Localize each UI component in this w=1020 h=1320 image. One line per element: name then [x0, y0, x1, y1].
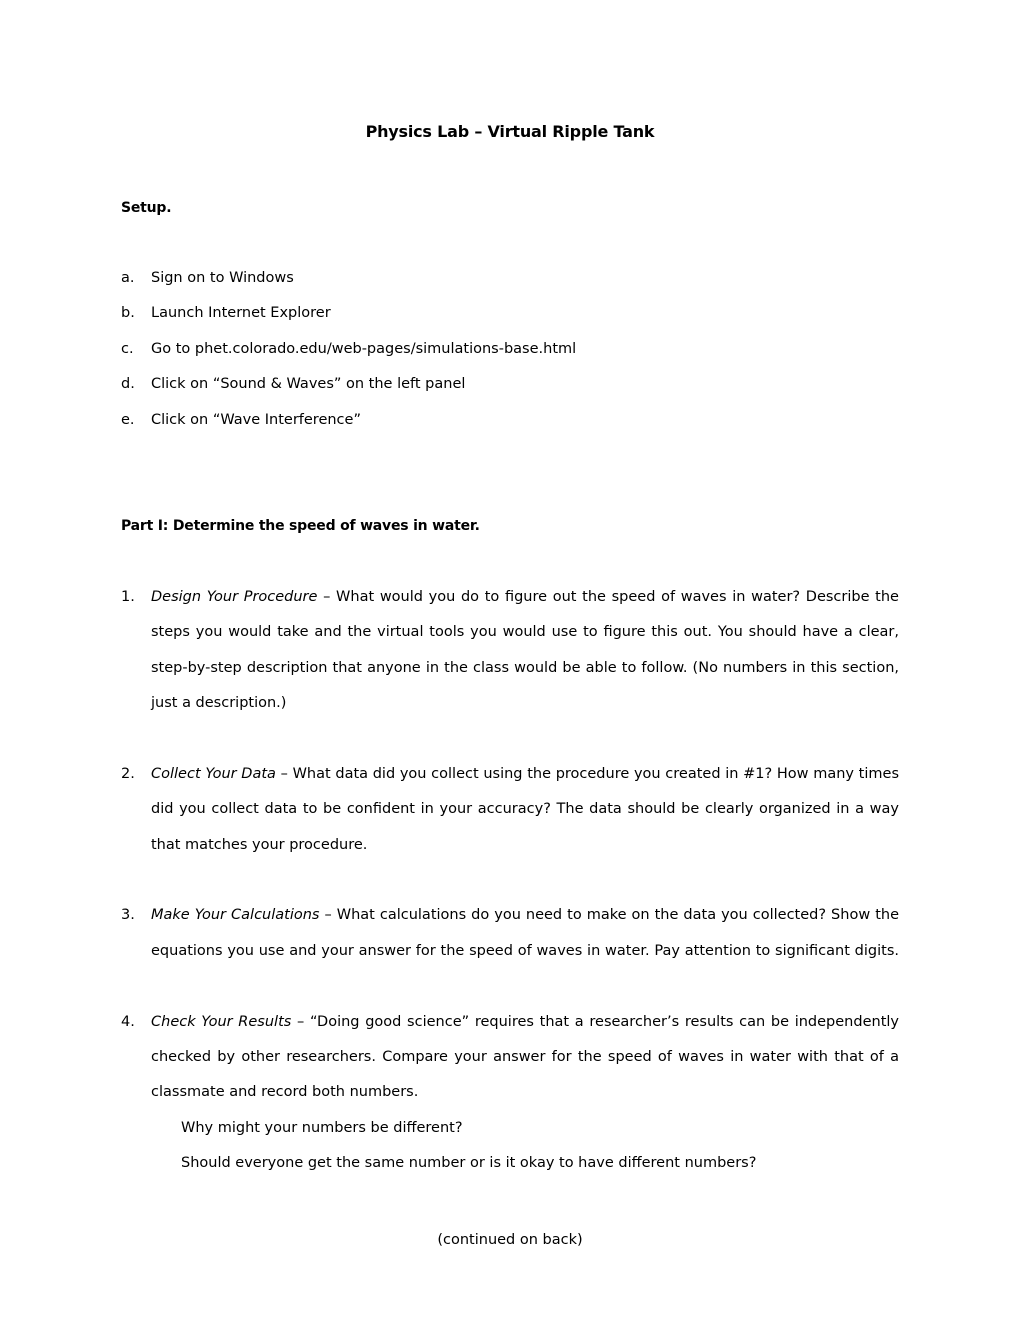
question-text: – What would you do to figure out the speed of waves in water? Describe the: [317, 589, 899, 605]
list-marker: e.: [121, 412, 135, 428]
question-line: [151, 1014, 899, 1030]
sub-question: Why might your numbers be different?: [181, 1120, 463, 1136]
question-text: – What calculations do you need to make on the data you collected? Show the: [319, 907, 899, 923]
question-title: Make Your Calculations: [151, 907, 320, 923]
list-item-text: Go to phet.colorado.edu/web-pages/simulations-base.html: [151, 341, 577, 357]
list-item-text: Click on “Sound & Waves” on the left panel: [151, 376, 466, 392]
question-line: step-by-step description that anyone in the class would be able to follow. (No numbers in this section,: [151, 660, 899, 676]
question-line: [151, 766, 899, 782]
question-line: classmate and record both numbers.: [151, 1084, 419, 1100]
question-number: 2.: [121, 766, 135, 782]
question-line: that matches your procedure.: [151, 837, 368, 853]
question-text: – “Doing good science” requires that a researcher’s results can be independently: [291, 1014, 899, 1030]
question-title: Collect Your Data: [151, 766, 276, 782]
question-line: [151, 589, 899, 605]
part1-heading: Part I: Determine the speed of waves in water.: [121, 518, 480, 534]
question-line: steps you would take and the virtual tools you would use to figure this out. You should have a clear,: [151, 624, 899, 640]
question-number: 1.: [121, 589, 135, 605]
question-line: just a description.): [151, 695, 287, 711]
continued-note: (continued on back): [437, 1232, 583, 1248]
list-item-text: Launch Internet Explorer: [151, 305, 331, 321]
question-number: 3.: [121, 907, 135, 923]
setup-heading: Setup.: [121, 200, 172, 216]
question-line: [151, 907, 899, 923]
page-title: Physics Lab – Virtual Ripple Tank: [365, 122, 655, 141]
question-line: checked by other researchers. Compare your answer for the speed of waves in water with that of a: [151, 1049, 899, 1065]
question-number: 4.: [121, 1014, 135, 1030]
question-line: equations you use and your answer for the speed of waves in water. Pay attention to significant digits.: [151, 943, 899, 959]
question-line: did you collect data to be confident in your accuracy? The data should be clearly organized in a way: [151, 801, 899, 817]
question-title: Design Your Procedure: [151, 589, 318, 605]
list-item-text: Sign on to Windows: [151, 270, 294, 286]
list-marker: c.: [121, 341, 134, 357]
sub-question: Should everyone get the same number or is it okay to have different numbers?: [181, 1155, 757, 1171]
list-marker: a.: [121, 270, 135, 286]
list-marker: b.: [121, 305, 135, 321]
question-title: Check Your Results: [151, 1014, 292, 1030]
list-marker: d.: [121, 376, 135, 392]
question-text: – What data did you collect using the procedure you created in #1? How many times: [275, 766, 899, 782]
list-item-text: Click on “Wave Interference”: [151, 412, 361, 428]
